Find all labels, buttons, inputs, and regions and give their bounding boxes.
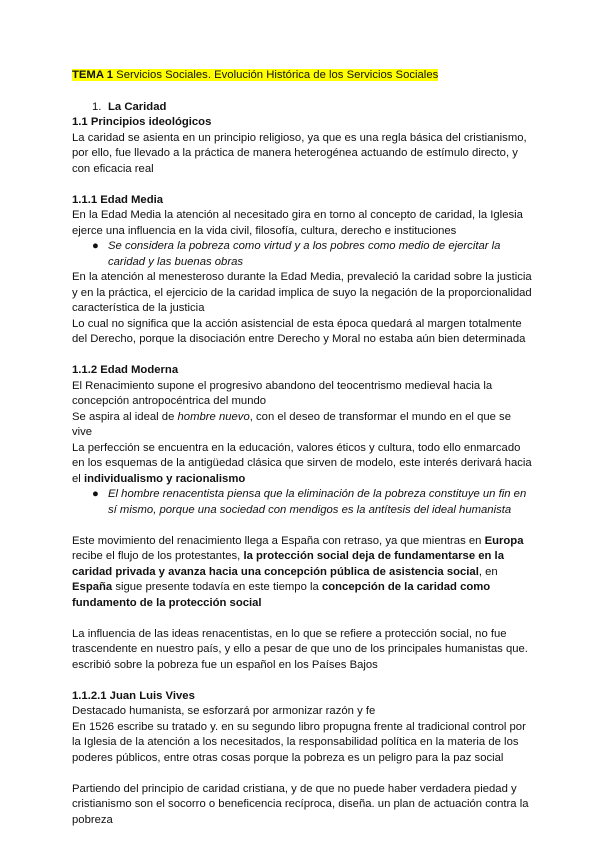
bold-text: concepción de la caridad como fundamento de la protección social (72, 581, 491, 609)
heading-principios: 1.1 Principios ideológicos (72, 116, 212, 128)
document-body (72, 68, 532, 828)
heading-juan-luis-vives: 1.1.2.1 Juan Luis Vives (72, 689, 195, 702)
document-title (72, 68, 532, 84)
text-run: , con el deseo de transformar el mundo en el que se vive (72, 410, 511, 438)
bullet-dot-icon: ● (92, 488, 99, 500)
text-run: sigue presente todavía en este tiempo la (112, 581, 322, 593)
paragraph: Destacado humanista, se esforzará por armonizar razón y fe (72, 705, 376, 717)
italic-text: hombre nuevo (177, 410, 250, 423)
paragraph (72, 410, 532, 441)
bold-text: España (72, 581, 113, 593)
bullet-item (72, 487, 532, 518)
text-run: Se aspira al ideal de (72, 410, 178, 423)
text-run: Este movimiento del renacimiento llega a España con retraso, ya que mientras en (72, 534, 485, 547)
paragraph: El Renacimiento supone el progresivo abandono del teocentrismo medieval hacia la concepción antropocéntrica del mundo (72, 379, 493, 407)
bold-text: la protección social deja de fundamentarse en la caridad privada y avanza hacia una concepción pública de asistencia social (72, 550, 504, 578)
bullet-text: Se considera la pobreza como virtud y a los pobres como medio de ejercitar la caridad y las buenas obras (108, 240, 501, 268)
title-rest: Servicios Sociales. Evolución Histórica de los Servicios Sociales (113, 69, 439, 81)
paragraph (72, 441, 532, 488)
paragraph: En la Edad Media la atención al necesitado gira en torno al concepto de caridad, la Iglesia ejerce una influencia en la vida civil, filosofía, cultura, derecho e instituciones (72, 209, 523, 237)
text-run: recibe el flujo de los protestantes, (72, 550, 244, 562)
bullet-dot-icon: ● (92, 240, 99, 252)
paragraph: En la atención al menesteroso durante la Edad Media, prevaleció la caridad sobre la justicia y en la práctica, el ejercicio de la caridad implica de suyo la negación de la proporcionalidad característica de la justicia (72, 271, 532, 314)
text-run: , en (478, 565, 498, 578)
section-heading-caridad (72, 100, 532, 116)
paragraph: Partiendo del principio de caridad cristiana, y de que no puede haber verdadera piedad y cristianismo son el socorro o beneficencia recíproca, diseña. un plan de actuación contra la pobreza (72, 782, 529, 826)
paragraph: Lo cual no significa que la acción asistencial de esta época quedará al margen totalmente del Derecho, porque la disociación entre Derecho y Moral no estaba aún bien determinada (72, 317, 526, 345)
section-number: 1. (92, 100, 102, 113)
bullet-item (72, 239, 532, 270)
heading-edad-media: 1.1.1 Edad Media (72, 193, 164, 206)
bullet-text: El hombre renacentista piensa que la eliminación de la pobreza constituye un fin en sí mismo, porque una sociedad con mendigos es la antítesis del ideal humanista (108, 488, 527, 516)
section-label: La Caridad (108, 100, 167, 113)
paragraph: La influencia de las ideas renacentistas, en lo que se refiere a protección social, no fue trascendente en nuestro país, y ello a pesar de que uno de los principales humanistas que. escribió sobre la pobreza fue un español en los Países Bajos (72, 627, 528, 671)
paragraph: En 1526 escribe su tratado y. en su segundo libro propugna frente al tradicional control por la Iglesia de la atención a los necesitados, la responsabilidad política en la materia de los poderes públicos, entre otras cosas porque la pobreza es un peligro para la paz social (72, 720, 526, 764)
paragraph: La caridad se asienta en un principio religioso, ya que es una regla básica del cristianismo, por ello, fue llevado a la práctica de manera heterogénea actuando de estímulo directo, y con eficacia real (72, 131, 527, 175)
bold-text: Europa (484, 534, 524, 547)
heading-edad-moderna: 1.1.2 Edad Moderna (72, 364, 179, 376)
bold-text: individualismo y racionalismo (83, 472, 246, 485)
text-run: La perfección se encuentra en la educación, valores éticos y cultura, todo ello enmarcado en los esquemas de la antigüedad clásica que sirven de modelo, este interés derivará hacia el (72, 441, 532, 485)
title-tema: TEMA 1 (72, 69, 114, 81)
paragraph (72, 534, 532, 612)
